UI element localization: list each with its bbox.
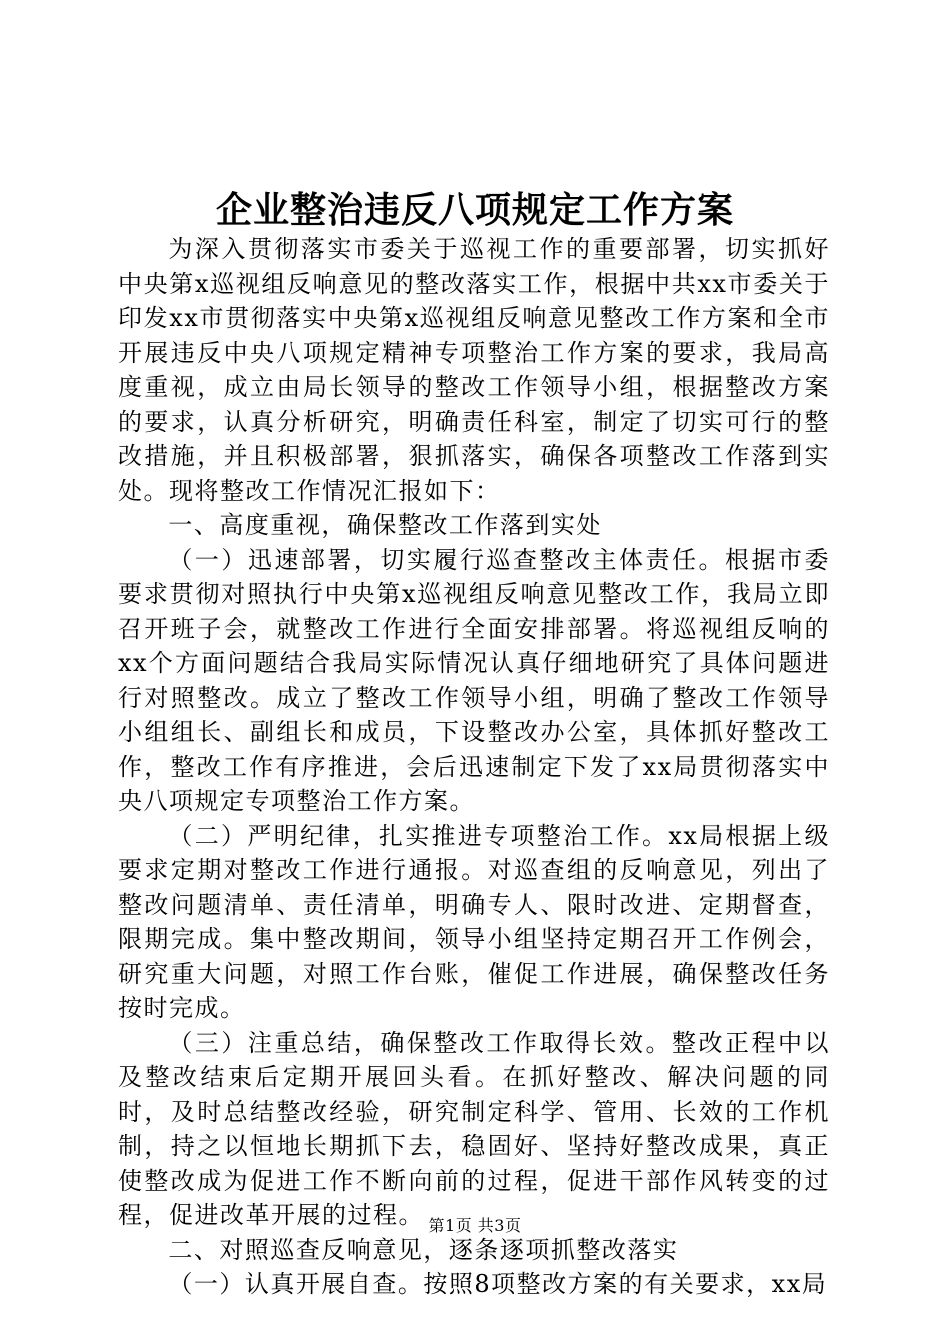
intro-paragraph: 为深入贯彻落实市委关于巡视工作的重要部署，切实抓好中央第x巡视组反响意见的整改落实工作，根据中共xx市委关于印发xx市贯彻落实中央第x巡视组反响意见整改工作方案和全市开展违反中央八项规定精神专项整治工作方案的要求，我局高度重视，成立由局长领导的整改工作领导小组，根据整改方案的要求，认真分析研究，明确责任科室，制定了切实可行的整改措施，并且积极部署，狠抓落实，确保各项整改工作落到实处。现将整改工作情况汇报如下： <box>118 235 830 505</box>
page-footer: 第1页 共3页 <box>428 1216 522 1235</box>
section-1-item-2: （二）严明纪律，扎实推进专项整治工作。xx局根据上级要求定期对整改工作进行通报。对巡查组的反响意见，列出了整改问题清单、责任清单，明确专人、限时改进、定期督查，限期完成。集中整改期间，领导小组坚持定期召开工作例会，研究重大问题，对照工作台账，催促工作进展，确保整改任务按时完成。 <box>118 821 830 1022</box>
section-heading-2: 二、对照巡查反响意见，逐条逐项抓整改落实 <box>168 1235 679 1264</box>
section-1-item-3: （三）注重总结，确保整改工作取得长效。整改正程中以及整改结束后定期开展回头看。在抓好整改、解决问题的同时，及时总结整改经验，研究制定科学、管用、长效的工作机制，持之以恒地长期抓下去，稳固好、坚持好整改成果，真正使整改成为促进工作不断向前的过程，促进干部作风转变的过程，促进改革开展的过程。 <box>118 1028 830 1229</box>
section-heading-1: 一、高度重视，确保整改工作落到实处 <box>168 511 602 539</box>
document-body <box>118 232 830 1302</box>
section-2-item-1: （一）认真开展自查。按照8项整改方案的有关要求，xx局 <box>168 1270 828 1298</box>
document-title: 企业整治违反八项规定工作方案 <box>215 189 734 231</box>
section-1-item-1: （一）迅速部署，切实履行巡查整改主体责任。根据市委要求贯彻对照执行中央第x巡视组反响意见整改工作，我局立即召开班子会，就整改工作进行全面安排部署。将巡视组反响的xx个方面问题结合我局实际情况认真仔细地研究了具体问题进行对照整改。成立了整改工作领导小组，明确了整改工作领导小组组长、副组长和成员，下设整改办公室，具体抓好整改工作，整改工作有序推进，会后迅速制定下发了xx局贯彻落实中央八项规定专项整治工作方案。 <box>118 545 830 815</box>
